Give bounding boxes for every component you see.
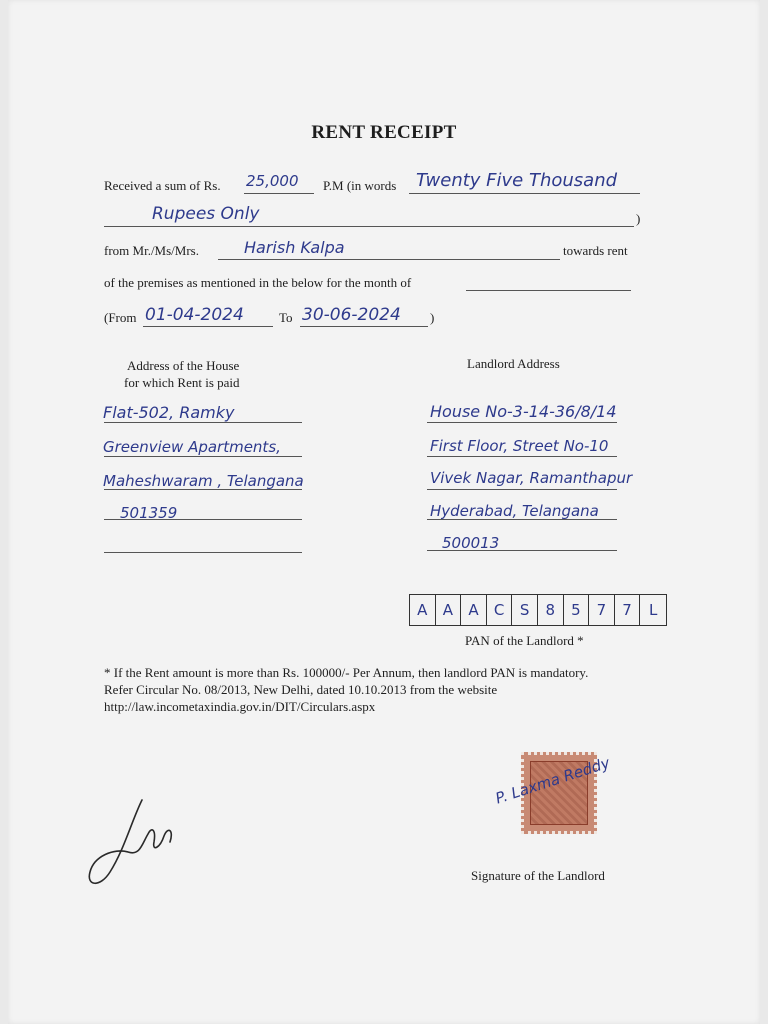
amount-words-line2: Rupees Only [152,204,260,224]
house-line-5 [104,552,302,553]
house-address-line-1: Flat-502, Ramky [103,403,235,422]
words-line-2 [104,226,634,227]
pan-char: 5 [564,595,590,625]
pan-char: 7 [615,595,641,625]
landlord-address-line-3: Vivek Nagar, Ramanthapur [430,469,633,487]
house-line-3 [104,489,302,490]
tenant-name: Harish Kalpa [244,238,345,257]
amount-value: 25,000 [246,172,299,190]
landlord-address-line-2: First Floor, Street No-10 [430,437,609,455]
tenant-signature [84,790,180,894]
house-line-2 [104,456,302,457]
house-address-heading-2: for which Rent is paid [124,375,240,390]
landlord-signature: P. Laxma Reddy [493,753,613,808]
premises-text: of the premises as mentioned in the below for the month of [104,275,412,290]
landlord-address-heading: Landlord Address [467,356,560,371]
pan-char: A [461,595,487,625]
pan-boxes [409,594,667,626]
in-words-label: P.M (in words [323,178,397,193]
date-close-paren: ) [430,310,435,325]
note-line-2: Refer Circular No. 08/2013, New Delhi, dated 10.10.2013 from the website [104,682,498,697]
pan-char: 8 [538,595,564,625]
to-date-label: To [279,310,293,325]
landlord-line-3 [427,489,617,490]
from-person-label: from Mr./Ms/Mrs. [104,243,199,258]
amount-words-line1: Twenty Five Thousand [416,170,618,191]
note-line-1: * If the Rent amount is more than Rs. 100000/- Per Annum, then landlord PAN is mandatory. [104,665,589,680]
words-line-1 [409,193,640,194]
pan-char: S [512,595,538,625]
tenant-line [218,259,560,260]
landlord-line-1 [427,422,617,423]
house-address-heading-1: Address of the House [127,358,240,373]
note-line-3: http://law.incometaxindia.gov.in/DIT/Circulars.aspx [104,699,376,714]
amount-line [244,193,314,194]
pan-char: 7 [589,595,615,625]
pan-char: A [410,595,436,625]
pan-note [104,664,588,715]
landlord-address-line-1: House No-3-14-36/8/14 [430,402,617,421]
pan-char: C [487,595,513,625]
landlord-line-2 [427,456,617,457]
pan-char: L [648,601,658,619]
to-date: 30-06-2024 [302,305,401,325]
landlord-line-5 [427,550,617,551]
received-sum-label: Received a sum of Rs. [104,178,221,193]
house-line-4 [104,519,302,520]
house-line-1 [104,422,302,423]
close-paren: ) [636,211,641,226]
pan-label: PAN of the Landlord * [465,633,584,648]
receipt-title: RENT RECEIPT [311,122,457,143]
from-date: 01-04-2024 [145,305,244,325]
to-date-line [300,326,428,327]
landlord-address-line-4: Hyderabad, Telangana [430,502,599,520]
house-address-line-4: 501359 [120,504,178,522]
month-line [466,290,631,291]
landlord-signature-caption: Signature of the Landlord [471,868,605,883]
towards-rent-label: towards rent [563,243,628,258]
pan-char: A [436,595,462,625]
landlord-address-line-5: 500013 [442,534,500,552]
from-date-line [143,326,273,327]
house-address-line-3: Maheshwaram , Telangana [103,472,304,490]
landlord-line-4 [427,519,617,520]
house-address-line-2: Greenview Apartments, [103,438,281,456]
from-date-label: (From [104,310,137,325]
